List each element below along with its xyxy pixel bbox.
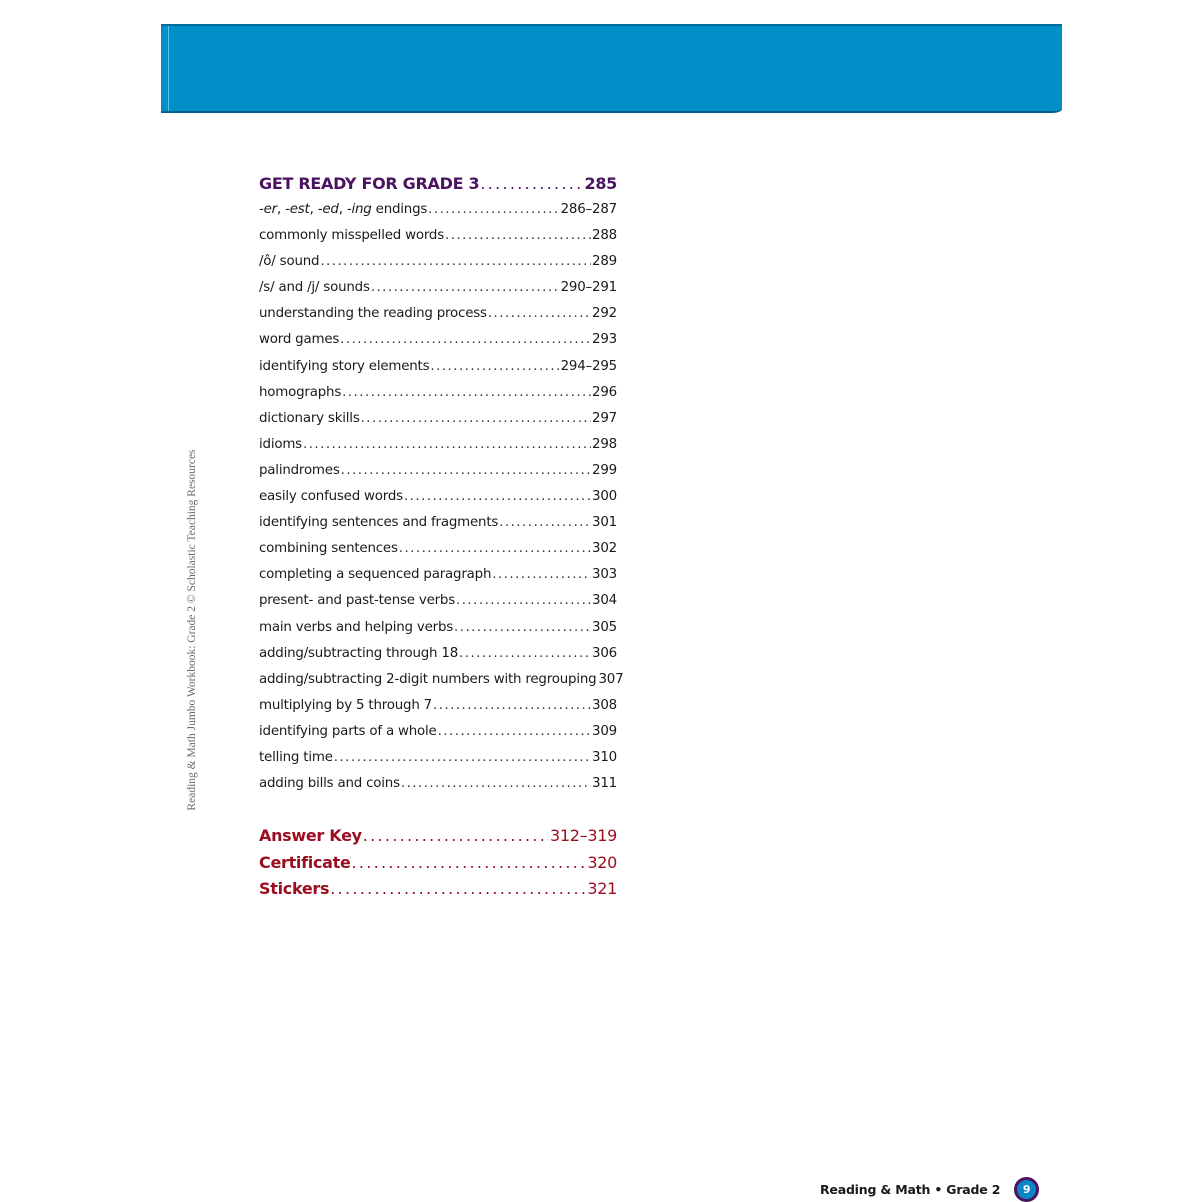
toc-entry[interactable] [259,458,617,484]
spine-copyright: Reading & Math Jumbo Workbook: Grade 2 © Scholastic Teaching Resources [186,449,198,811]
back-matter-list [259,823,617,903]
toc-entry[interactable] [259,771,617,797]
toc-entry[interactable] [259,432,617,458]
entry-page: 298 [592,436,617,452]
entry-label: idioms [259,436,302,452]
section-page: 285 [584,174,617,193]
entry-page: 294–295 [560,358,617,374]
leader-dots [499,510,591,536]
toc-entries [259,197,624,797]
header-banner [161,24,1062,113]
entry-page: 299 [592,462,617,478]
leader-dots [303,432,591,458]
toc-entry[interactable] [259,406,617,432]
toc-entry[interactable] [259,641,617,667]
toc-entry[interactable] [259,510,617,536]
entry-label: palindromes [259,462,340,478]
leader-dots [330,876,586,902]
leader-dots [438,719,591,745]
toc-entry[interactable] [259,588,617,614]
entry-page: 311 [592,776,617,792]
leader-dots [454,615,591,641]
leader-dots [401,771,591,797]
leader-dots [334,745,591,771]
entry-label: easily confused words [259,489,403,505]
entry-page: 286–287 [560,202,617,217]
entry-page: 321 [587,879,617,899]
entry-label: /s/ and /j/ sounds [259,280,370,296]
entry-page: 303 [592,567,617,583]
leader-dots [404,484,591,510]
entry-label: multiplying by 5 through 7 [259,697,432,713]
header-highlight-line [168,26,169,111]
entry-page: 308 [592,697,617,713]
leader-dots [428,197,559,223]
toc-entry[interactable] [259,693,617,719]
leader-dots [459,641,591,667]
entry-page: 320 [587,852,617,872]
toc-entry[interactable] [259,197,617,223]
leader-dots [340,327,591,353]
table-of-contents [259,171,624,797]
leader-dots [342,380,591,406]
toc-entry[interactable] [259,327,617,353]
entry-page: 288 [592,228,617,244]
leader-dots [433,693,591,719]
entry-label: adding/subtracting through 18 [259,645,459,661]
entry-label: identifying story elements [259,358,430,374]
entry-page: 293 [592,332,617,348]
entry-page: 289 [592,254,617,270]
entry-label: word games [259,332,340,348]
toc-entry[interactable] [259,615,617,641]
leader-dots [363,823,549,849]
entry-page: 290–291 [560,280,617,296]
entry-label: main verbs and helping verbs [259,619,454,635]
entry-page: 305 [592,619,617,635]
leader-dots [371,275,560,301]
leader-dots [352,850,587,876]
leader-dots [488,301,591,327]
entry-label: Answer Key [259,826,362,845]
toc-entry[interactable] [259,536,617,562]
entry-page: 306 [592,645,617,661]
leader-dots [480,171,583,197]
back-matter-entry[interactable] [259,823,617,850]
leader-dots [445,223,591,249]
entry-page: 296 [592,384,617,400]
leader-dots [492,562,591,588]
section-title: GET READY FOR GRADE 3 [259,174,480,193]
toc-entry[interactable] [259,562,617,588]
entry-label: adding bills and coins [259,776,400,792]
entry-page: 309 [592,723,617,739]
entry-label: understanding the reading process [259,306,487,322]
back-matter-entry[interactable] [259,876,617,903]
page-number-badge: 9 [1014,1177,1039,1202]
entry-page: 307 [598,671,624,687]
toc-entry[interactable] [259,275,617,301]
page-footer [820,1176,1039,1202]
entry-label: identifying sentences and fragments [259,515,499,531]
entry-page: 310 [592,749,617,765]
toc-entry[interactable] [259,484,617,510]
entry-label: homographs [259,384,342,400]
back-matter-entry[interactable] [259,850,617,877]
entry-page: 301 [592,515,617,531]
entry-page: 300 [592,489,617,505]
entry-label: Stickers [259,879,330,899]
entry-label: -er, -est, -ed, -ing endings [259,202,428,217]
leader-dots [341,458,591,484]
leader-dots [430,354,559,380]
toc-entry[interactable] [259,380,617,406]
entry-page: 312–319 [550,826,617,845]
toc-entry[interactable] [259,745,617,771]
toc-entry[interactable] [259,223,617,249]
entry-label: present- and past-tense verbs [259,593,455,609]
leader-dots [361,406,591,432]
toc-entry[interactable] [259,249,617,275]
toc-section-heading[interactable] [259,171,617,197]
footer-title: Reading & Math • Grade 2 [820,1181,1001,1197]
toc-entry[interactable] [259,354,617,380]
entry-page: 292 [592,306,617,322]
entry-page: 297 [592,410,617,426]
entry-label: Certificate [259,852,351,872]
entry-page: 302 [592,541,617,557]
toc-entry[interactable] [259,667,624,693]
entry-label: adding/subtracting 2-digit numbers with regrouping [259,671,597,687]
toc-entry[interactable] [259,719,617,745]
entry-label: dictionary skills [259,410,360,426]
entry-label: completing a sequenced paragraph [259,567,492,583]
entry-label: /ô/ sound [259,254,320,270]
toc-entry[interactable] [259,301,617,327]
leader-dots [320,249,591,275]
entry-label: commonly misspelled words [259,228,445,244]
entry-page: 304 [592,593,617,609]
entry-label: identifying parts of a whole [259,723,437,739]
entry-label: combining sentences [259,541,398,557]
leader-dots [456,588,591,614]
entry-label: telling time [259,749,333,765]
leader-dots [399,536,591,562]
